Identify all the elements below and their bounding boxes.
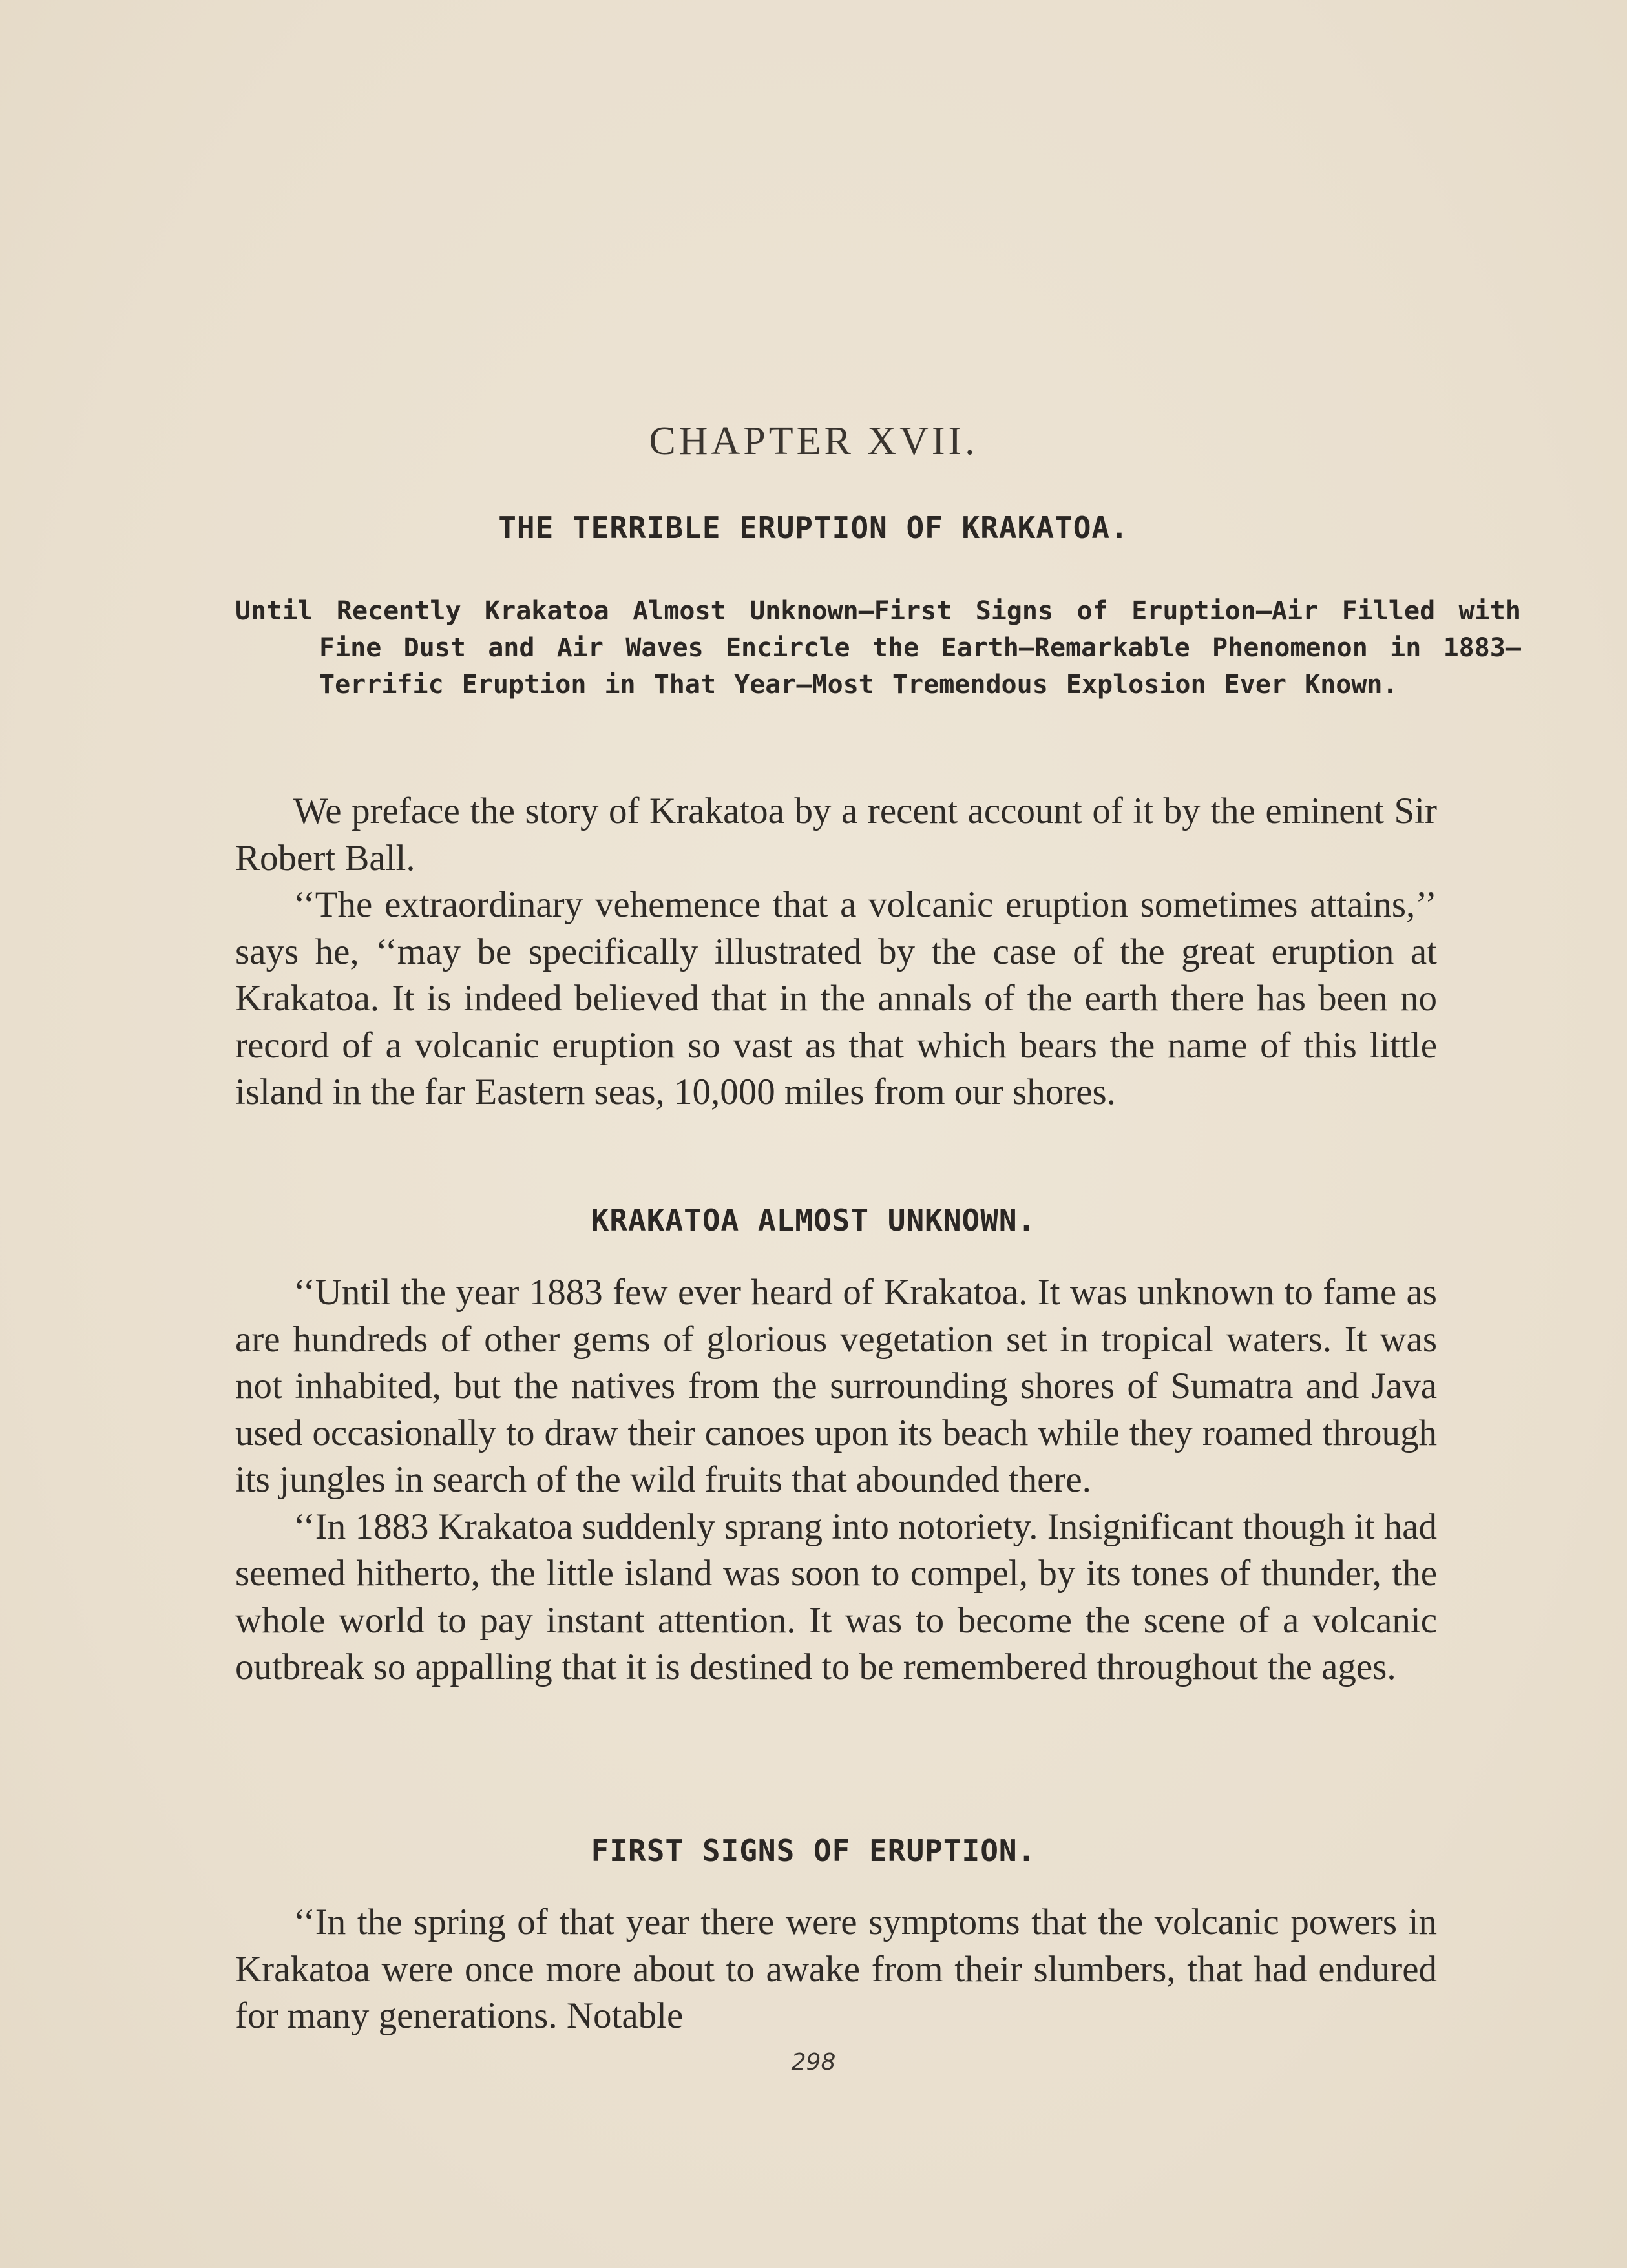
paragraph: ‘‘In the spring of that year there were symptoms that the volcanic powers in Krakatoa were once more about to awake from their slumbers, that had endured for many generations. Notable	[235, 1902, 1437, 2036]
body-section-1	[235, 788, 1437, 1116]
chapter-heading: CHAPTER XVII.	[649, 419, 978, 463]
chapter-synopsis: Until Recently Krakatoa Almost Unknown—First Signs of Eruption—Air Filled with Fine Dust and Air Waves Encircle the Earth—Remarkable Phenomenon in 1883—Terrific Eruption in That Year—Most Tremendous Explosion Ever Known.	[235, 596, 1521, 700]
subheading: FIRST SIGNS OF ERUPTION.	[591, 1833, 1036, 1868]
body-section-2	[235, 1269, 1437, 1691]
page-number: 298	[791, 2049, 836, 2076]
body-section-3	[235, 1899, 1437, 2040]
paragraph: We preface the story of Krakatoa by a recent account of it by the eminent Sir Robert Ball.	[235, 791, 1437, 879]
subheading: KRAKATOA ALMOST UNKNOWN.	[591, 1203, 1036, 1238]
chapter-title: THE TERRIBLE ERUPTION OF KRAKATOA.	[498, 510, 1129, 545]
paragraph: ‘‘In 1883 Krakatoa suddenly sprang into notoriety. Insignificant though it had seemed hitherto, the little island was soon to compel, by its tones of thunder, the whole world to pay instant attention. It was to become the scene of a volcanic outbreak so appalling that it is destined to be remembered throughout the ages.	[235, 1506, 1437, 1687]
paragraph: ‘‘The extraordinary vehemence that a volcanic eruption sometimes attains,’’ says he, ‘‘may be specifically illustrated by the case of the great eruption at Krakatoa. It is indeed believed that in the annals of the earth there has been no record of a volcanic eruption so vast as that which bears the name of this little island in the far Eastern seas, 10,000 miles from our shores.	[235, 884, 1437, 1112]
paragraph: ‘‘Until the year 1883 few ever heard of Krakatoa. It was unknown to fame as are hundreds of other gems of glorious vegetation set in tropical waters. It was not inhabited, but the natives from the surrounding shores of Sumatra and Java used occasionally to draw their canoes upon its beach while they roamed through its jungles in search of the wild fruits that abounded there.	[235, 1272, 1437, 1500]
